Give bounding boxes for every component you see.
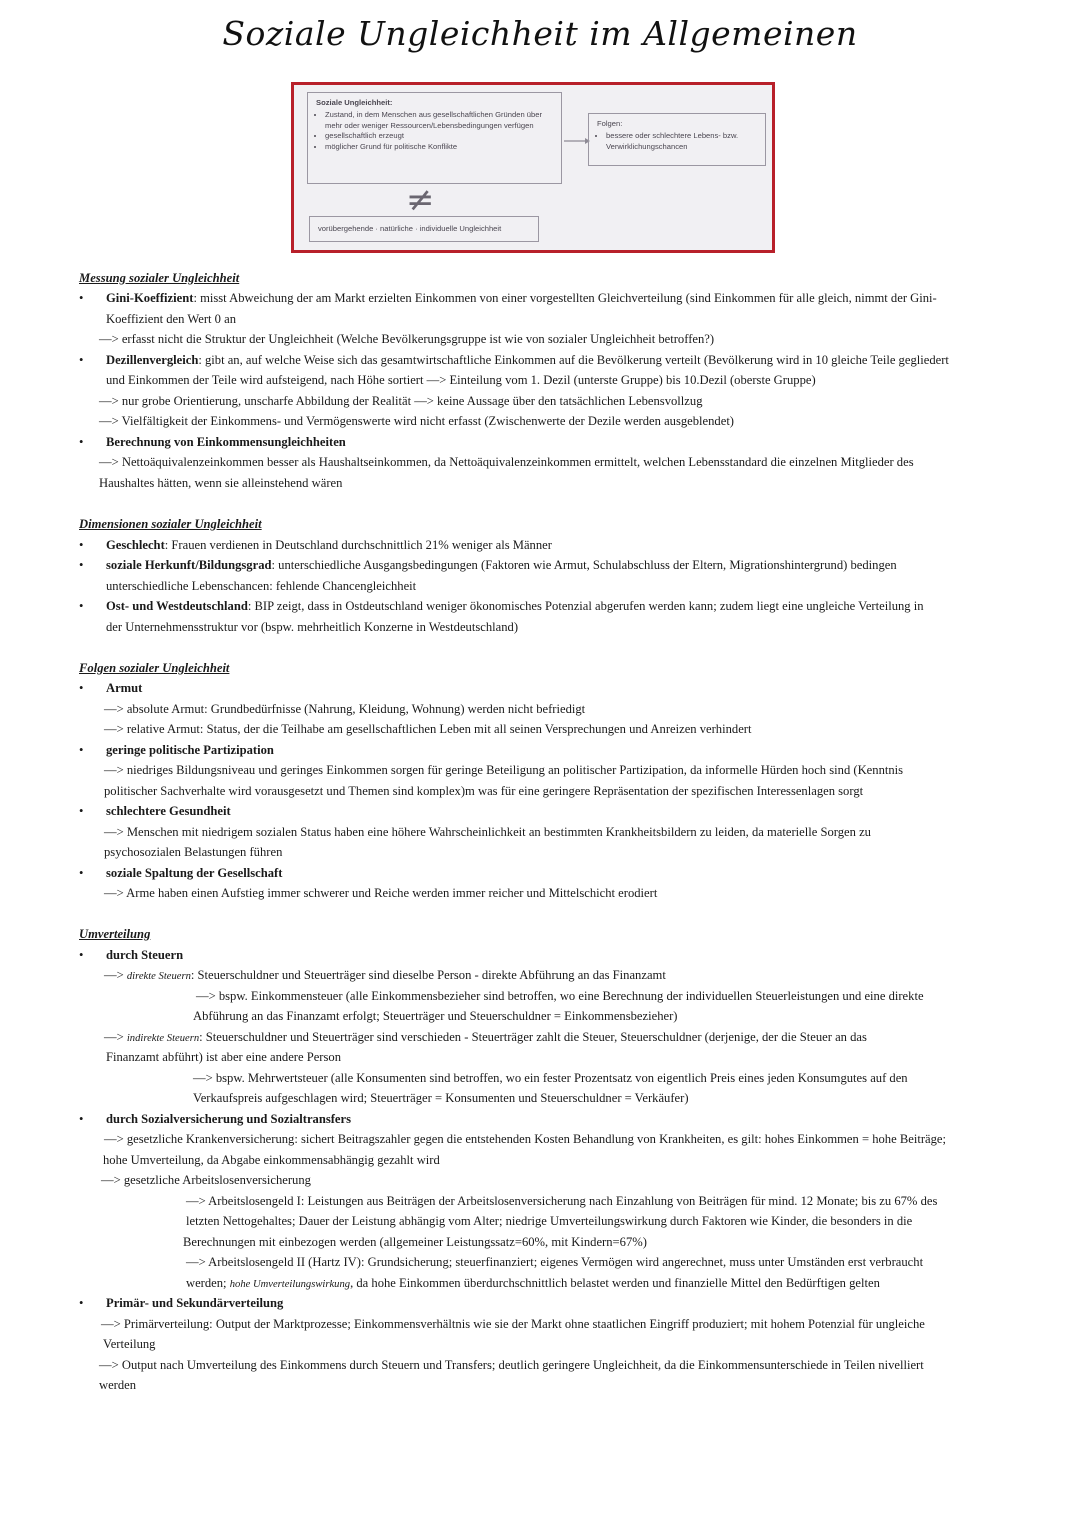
text-line: Verkaufspreis aufgeschlagen wird; Steuerträger = Konsumenten und Steuerschuldner = Verkäufer) (193, 1091, 689, 1105)
text-line: —> nur grobe Orientierung, unscharfe Abbildung der Realität —> keine Aussage über den tatsächlichen Lebensvollzug (99, 394, 703, 408)
list-item: durch Sozialversicherung und Sozialtransfers (106, 1112, 352, 1126)
text-line: —> Arme haben einen Aufstieg immer schwerer und Reiche werden immer reicher und Mittelschicht erodiert (104, 886, 658, 900)
text-line: der Unternehmensstruktur vor (bspw. mehrheitlich Konzerne in Westdeutschland) (106, 620, 519, 634)
bullet-icon: • (79, 866, 84, 880)
consequences-item: • bessere oder schlechtere Lebens- bzw. Verwirklichungschancen (606, 131, 757, 152)
text-line: und Einkommen der Teile wird aufsteigend, nach Höhe sortiert —> Einteilung vom 1. Dezil (unterste Gruppe) bis 10.Dezil (oberste Gruppe) (106, 373, 816, 387)
bullet-icon: • (79, 1112, 84, 1126)
bullet-icon: • (79, 948, 84, 962)
text-line: unterschiedliche Lebenschancen: fehlende Chancengleichheit (106, 579, 417, 593)
text-line: —> Arbeitslosengeld II (Hartz IV): Grundsicherung; steuerfinanziert; eigenes Vermögen wird angerechnet, muss unter Umständen erst verbraucht (186, 1255, 924, 1269)
text-line: —> Menschen mit niedrigem sozialen Status haben eine höhere Wahrscheinlichkeit an bestimmten Krankheitsbildern zu leiden, da materielle Sorgen zu (104, 825, 871, 839)
definition-box (307, 92, 562, 184)
text-line: —> Vielfältigkeit der Einkommens- und Vermögenswerte wird nicht erfasst (Zwischenwerte der Dezile werden ausgeblendet) (99, 414, 735, 428)
bullet-icon: • (79, 599, 84, 613)
text-line: —> erfasst nicht die Struktur der Ungleichheit (Welche Bevölkerungsgruppe ist wie von sozialer Ungleichheit betroffen?) (99, 332, 715, 346)
bullet-icon: • (79, 743, 84, 757)
definition-heading: Soziale Ungleichheit: (316, 98, 393, 107)
bullet-icon: • (79, 558, 84, 572)
arrow-right-icon (564, 138, 590, 144)
bullet-icon: • (79, 353, 84, 367)
list-item: geringe politische Partizipation (106, 743, 274, 757)
bullet-icon: • (79, 538, 84, 552)
list-item: schlechtere Gesundheit (106, 804, 231, 818)
list-item: Berechnung von Einkommensungleichheiten (106, 435, 346, 449)
text-line: —> Nettoäquivalenzeinkommen besser als Haushaltseinkommen, da Nettoäquivalenzeinkommen ermittelt, welchen Lebensstandard die einzelnen Mitglieder des (99, 455, 914, 469)
text-line: —> niedriges Bildungsniveau und geringes Einkommen sorgen für geringe Beteiligung an politischer Partizipation, da informelle Hürden hoch sind (Kenntnis (104, 763, 904, 777)
text-line: Abführung an das Finanzamt erfolgt; Steuerträger und Steuerschuldner = Einkommensbezieher) (193, 1009, 678, 1023)
text-line: psychosozialen Belastungen führen (104, 845, 283, 859)
text-line: Finanzamt abführt) ist aber eine andere Person (106, 1050, 341, 1064)
text-line: —> Primärverteilung: Output der Marktprozesse; Einkommensverhältnis wie sie der Markt ohne staatlichen Eingriff produziert; mit hohem Potenzial für ungleiche (101, 1317, 925, 1331)
text-line: —> bspw. Einkommensteuer (alle Einkommensbezieher sind betroffen, wo eine Berechnung der individuellen Steuerleistungen und eine direkte (196, 989, 924, 1003)
bullet-icon: • (79, 681, 84, 695)
definition-item: • Zustand, in dem Menschen aus gesellschaftlichen Gründen über mehr oder weniger Ressourcen/Lebensbedingungen verfügen (325, 110, 553, 131)
text-line: letzten Nettogehaltes; Dauer der Leistung abhängig vom Alter; niedrige Umverteilungswirkung durch Faktoren wie Kinder, die besonders in die (186, 1214, 913, 1228)
bullet-icon: • (79, 1296, 84, 1310)
definition-item: • möglicher Grund für politische Konflikte (325, 142, 553, 152)
consequences-heading: Folgen: (597, 119, 623, 128)
text-line: —> Arbeitslosengeld I: Leistungen aus Beiträgen der Arbeitslosenversicherung nach Einzahlung von Beiträgen für mind. 12 Monate; bis zu 67% des (186, 1194, 938, 1208)
consequences-box (588, 113, 766, 166)
text-line: —> direkte Steuern: Steuerschuldner und Steuerträger sind dieselbe Person - direkte Abführung an das Finanzamt (104, 968, 666, 982)
bullet-icon: • (79, 291, 84, 305)
text-line: Berechnungen mit einbezogen werden (allgemeiner Leistungssatz=60%, mit Kindern=67%) (183, 1235, 647, 1249)
list-item: Ost- und Westdeutschland: BIP zeigt, dass in Ostdeutschland weniger ökonomisches Potenzial abgerufen werden kann; zudem liegt eine ungleiche Verteilung in (106, 599, 924, 613)
text-line: Koeffizient den Wert 0 an (106, 312, 237, 326)
list-item: soziale Herkunft/Bildungsgrad: unterschiedliche Ausgangsbedingungen (Faktoren wie Armut, Schulabschluss der Eltern, Migrationshintergrund) bedingen (106, 558, 897, 572)
text-line: —> relative Armut: Status, der die Teilhabe am gesellschaftlichen Leben mit all seinen Versprechungen und Anreizen verhindert (104, 722, 752, 736)
page-title: Soziale Ungleichheit im Allgemeinen (222, 14, 858, 53)
text-line: —> gesetzliche Krankenversicherung: sichert Beitragszahler gegen die entstehenden Kosten Behandlung von Krankheiten, es gilt: hohes Einkommen = hohe Beiträge; (104, 1132, 946, 1146)
bullet-icon: • (79, 435, 84, 449)
text-line: werden; hohe Umverteilungswirkung, da hohe Einkommen überdurchschnittlich belastet werden und finanzielle Mittel den Bedürftigen gelten (186, 1276, 880, 1290)
textbook-photo (291, 82, 775, 253)
text-line: —> absolute Armut: Grundbedürfnisse (Nahrung, Kleidung, Wohnung) werden nicht befriedigt (104, 702, 586, 716)
text-line: werden (99, 1378, 137, 1392)
not-equal-icon: ≠ (406, 180, 435, 220)
list-item: soziale Spaltung der Gesellschaft (106, 866, 283, 880)
text-line: politischer Sachverhalte wird vorausgesetzt und Themen sind komplex)m was für eine geringere Repräsentation der spezifischen Interessenlagen sorgt (104, 784, 864, 798)
list-item: Armut (106, 681, 143, 695)
text-line: hohe Umverteilung, da Abgabe einkommensabhängig gezahlt wird (103, 1153, 440, 1167)
definition-item: • gesellschaftlich erzeugt (325, 131, 553, 141)
text-line: —> bspw. Mehrwertsteuer (alle Konsumenten sind betroffen, wo ein fester Prozentsatz von eigentlich Preis eines jeden Konsumgutes auf den (193, 1071, 908, 1085)
list-item: Gini-Koeffizient: misst Abweichung der am Markt erzielten Einkommen von einer vorgestellten Gleichverteilung (sind Einkommen für alle gleich, nimmt der Gini- (106, 291, 937, 305)
list-item: Dezillenvergleich: gibt an, auf welche Weise sich das gesamtwirtschaftliche Einkommen auf die Bevölkerung verteilt (Bevölkerung wird in 10 gleiche Teile gegliedert (106, 353, 949, 367)
text-line: Verteilung (103, 1337, 156, 1351)
text-line: —> indirekte Steuern: Steuerschuldner und Steuerträger sind verschieden - Steuerträger zahlt die Steuer, Steuerschuldner (derjenige, der die Steuer an das (104, 1030, 867, 1044)
text-line: Haushaltes hätten, wenn sie alleinstehend wären (99, 476, 343, 490)
section-heading-dimensionen: Dimensionen sozialer Ungleichheit (79, 517, 262, 531)
section-heading-folgen: Folgen sozialer Ungleichheit (79, 661, 230, 675)
list-item: Primär- und Sekundärverteilung (106, 1296, 284, 1310)
list-item: durch Steuern (106, 948, 184, 962)
section-heading-umverteilung: Umverteilung (79, 927, 151, 941)
text-line: —> Output nach Umverteilung des Einkommens durch Steuern und Transfers; deutlich geringere Ungleichheit, da die Einkommensunterschiede in Teilen nivelliert (99, 1358, 924, 1372)
list-item: Geschlecht: Frauen verdienen in Deutschland durchschnittlich 21% weniger als Männer (106, 538, 552, 552)
bullet-icon: • (79, 804, 84, 818)
section-heading-messung: Messung sozialer Ungleichheit (79, 271, 240, 285)
text-line: —> gesetzliche Arbeitslosenversicherung (101, 1173, 311, 1187)
inequality-types-box: vorübergehende · natürliche · individuelle Ungleichheit (309, 216, 539, 242)
